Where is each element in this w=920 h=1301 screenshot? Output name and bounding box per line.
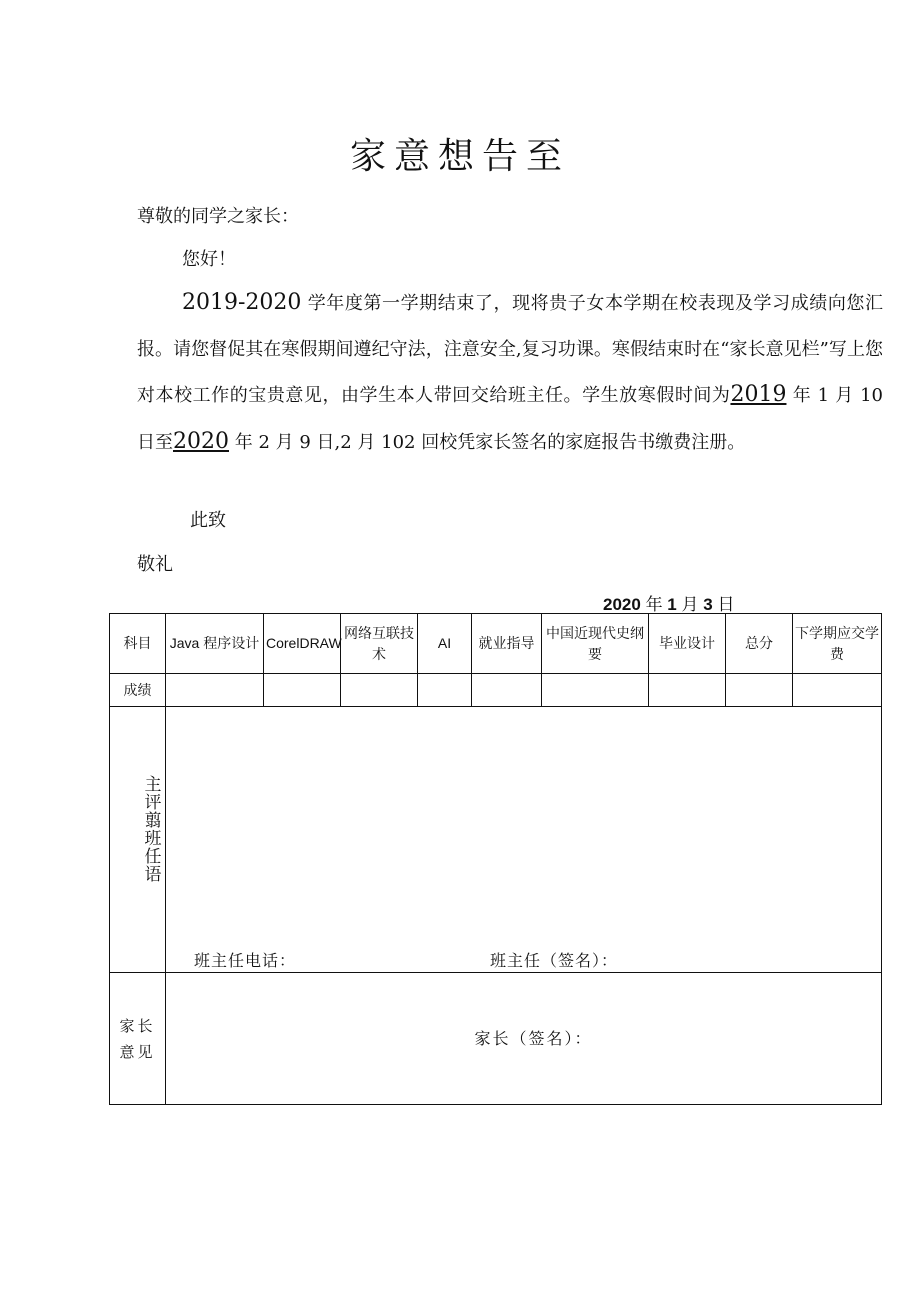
date-year-unit: 年 [645, 595, 663, 614]
score-cell[interactable] [341, 674, 418, 707]
start-year: 2019 [730, 382, 787, 407]
teacher-comment-row [110, 707, 882, 973]
date-day-unit: 日 [717, 595, 735, 614]
subject-cell: 就业指导 [472, 614, 542, 674]
grades-table [109, 613, 882, 1105]
subject-cell: AI [418, 614, 472, 674]
score-cell[interactable] [649, 674, 726, 707]
date-month: 1 [667, 595, 677, 614]
date-day: 3 [703, 595, 713, 614]
date-month-unit: 月 [681, 595, 699, 614]
teacher-phone-label: 班主任电话： [194, 951, 297, 970]
teacher-comment-area[interactable] [166, 707, 882, 973]
greeting: 尊敬的同学之家长： [137, 206, 299, 227]
subject-cell: Java 程序设计 [166, 614, 264, 674]
subject-header-row [110, 614, 882, 674]
parent-opinion-label-line1: 家长 [119, 1016, 156, 1035]
parent-opinion-label-cell [110, 973, 166, 1105]
salute: 敬礼 [137, 554, 173, 575]
score-cell[interactable] [472, 674, 542, 707]
subject-cell: 下学期应交学费 [793, 614, 882, 674]
subject-cell: 网络互联技术 [341, 614, 418, 674]
teacher-signature-label: 班主任（签名）： [490, 951, 619, 970]
score-label: 成绩 [110, 674, 166, 707]
hello-line: 您好！ [182, 249, 236, 270]
subject-label: 科目 [110, 614, 166, 674]
subject-cell: 中国近现代史纲要 [542, 614, 649, 674]
subject-cell: 总分 [726, 614, 793, 674]
parent-signature-label: 家长（签名）： [474, 1028, 593, 1048]
paragraph-part-1: 学年度第一学期结束了，现将贵子女本学期在校表现及学习成绩向您汇报。请您督促其在寒假期间遵纪守法，注意安全,复习功课。寒假结束时在“家长意见栏”写上您对本校工作的宝贵意见，由学生本人带回交给班主任。学生放寒假时间为 [137, 293, 883, 406]
subject-cell: 毕业设计 [649, 614, 726, 674]
parent-opinion-row [110, 973, 882, 1105]
teacher-comment-label-cell [110, 707, 166, 973]
date-year: 2020 [603, 595, 641, 614]
closing: 此致 [190, 510, 226, 531]
parent-opinion-area[interactable] [166, 973, 882, 1105]
score-cell[interactable] [542, 674, 649, 707]
paragraph-part-2: 年 1 月 10 日至 [137, 385, 883, 453]
notice-paragraph [137, 280, 883, 465]
report-date [603, 590, 734, 615]
score-cell[interactable] [726, 674, 793, 707]
score-cell[interactable] [264, 674, 341, 707]
end-year: 2020 [173, 428, 229, 454]
paragraph-part-3: 年 2 月 9 日,2 月 102 回校凭家长签名的家庭报告书缴费注册。 [234, 431, 746, 453]
subject-cell: CorelDRAW [264, 614, 341, 674]
year-range: 2019-2020 [182, 290, 302, 315]
score-cell[interactable] [793, 674, 882, 707]
teacher-comment-label: 主评翦班任语 [144, 774, 162, 885]
score-cell[interactable] [166, 674, 264, 707]
document-title: 家意想告至 [349, 136, 570, 177]
score-row [110, 674, 882, 707]
parent-opinion-label-line2: 意见 [119, 1042, 156, 1061]
score-cell[interactable] [418, 674, 472, 707]
